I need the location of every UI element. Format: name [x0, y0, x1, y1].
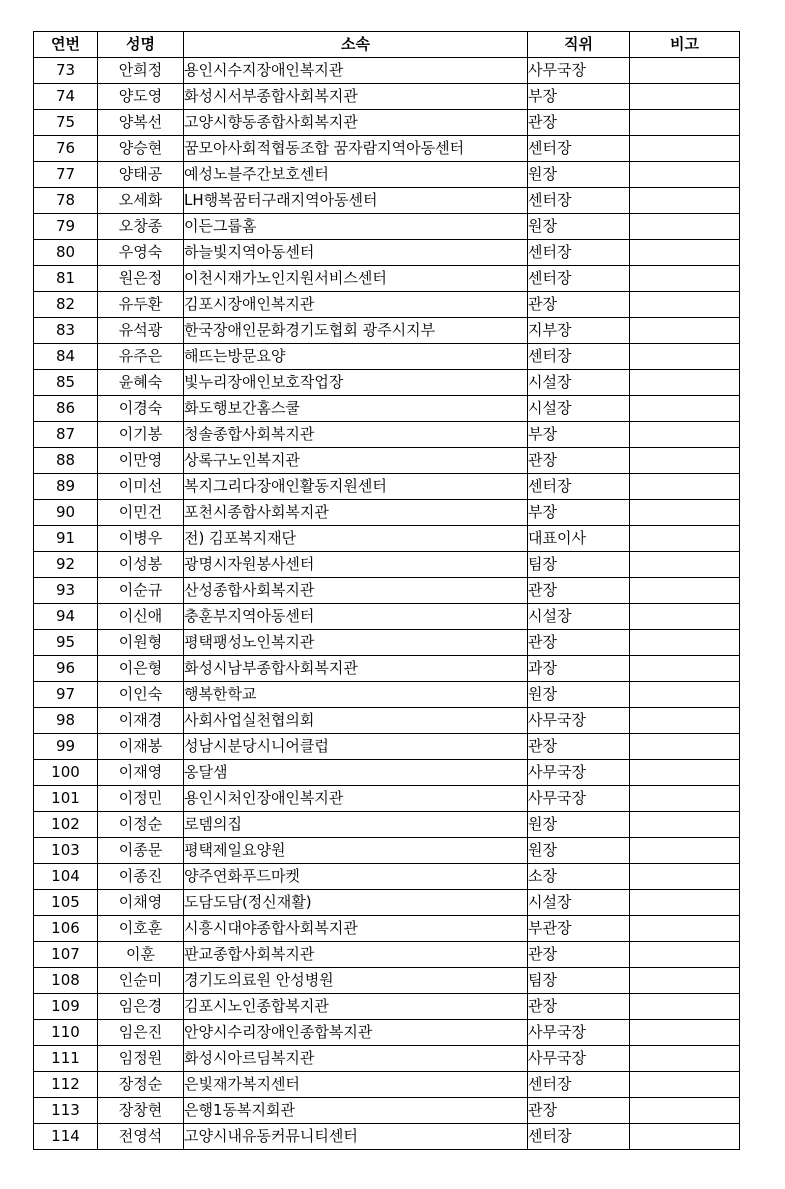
- cell-note: [630, 292, 740, 318]
- cell-note: [630, 734, 740, 760]
- cell-note: [630, 1124, 740, 1150]
- cell-position: 센터장: [528, 136, 630, 162]
- cell-position: 센터장: [528, 474, 630, 500]
- cell-num: 93: [34, 578, 98, 604]
- table-row: [34, 942, 740, 968]
- cell-note: [630, 1046, 740, 1072]
- table-row: [34, 110, 740, 136]
- cell-note: [630, 240, 740, 266]
- cell-num: 106: [34, 916, 98, 942]
- table-row: [34, 422, 740, 448]
- cell-org: 복지그리다장애인활동지원센터: [184, 474, 528, 500]
- cell-num: 84: [34, 344, 98, 370]
- cell-position: 지부장: [528, 318, 630, 344]
- cell-note: [630, 84, 740, 110]
- cell-org: 한국장애인문화경기도협회 광주시지부: [184, 318, 528, 344]
- cell-name: 전영석: [98, 1124, 184, 1150]
- cell-position: 원장: [528, 812, 630, 838]
- table-row: [34, 578, 740, 604]
- cell-position: 시설장: [528, 604, 630, 630]
- cell-position: 팀장: [528, 552, 630, 578]
- cell-note: [630, 864, 740, 890]
- cell-note: [630, 578, 740, 604]
- cell-note: [630, 1098, 740, 1124]
- cell-org: 안양시수리장애인종합복지관: [184, 1020, 528, 1046]
- table-row: [34, 370, 740, 396]
- cell-org: 평택팽성노인복지관: [184, 630, 528, 656]
- cell-num: 80: [34, 240, 98, 266]
- cell-org: 은빛재가복지센터: [184, 1072, 528, 1098]
- cell-position: 팀장: [528, 968, 630, 994]
- cell-position: 관장: [528, 630, 630, 656]
- cell-org: 예성노블주간보호센터: [184, 162, 528, 188]
- table-row: [34, 136, 740, 162]
- cell-position: 센터장: [528, 188, 630, 214]
- cell-note: [630, 214, 740, 240]
- cell-position: 관장: [528, 578, 630, 604]
- cell-position: 센터장: [528, 240, 630, 266]
- table-row: [34, 734, 740, 760]
- table-row: [34, 526, 740, 552]
- cell-note: [630, 890, 740, 916]
- cell-note: [630, 396, 740, 422]
- cell-org: 광명시자원봉사센터: [184, 552, 528, 578]
- cell-position: 센터장: [528, 1072, 630, 1098]
- cell-num: 91: [34, 526, 98, 552]
- cell-position: 사무국장: [528, 786, 630, 812]
- table-row: [34, 916, 740, 942]
- cell-org: 고양시내유동커뮤니티센터: [184, 1124, 528, 1150]
- cell-org: 화성시남부종합사회복지관: [184, 656, 528, 682]
- cell-note: [630, 266, 740, 292]
- cell-note: [630, 526, 740, 552]
- cell-org: 전) 김포복지재단: [184, 526, 528, 552]
- cell-num: 75: [34, 110, 98, 136]
- cell-name: 유두환: [98, 292, 184, 318]
- cell-num: 100: [34, 760, 98, 786]
- cell-position: 부장: [528, 84, 630, 110]
- cell-org: 화성시아르딤복지관: [184, 1046, 528, 1072]
- cell-note: [630, 682, 740, 708]
- cell-num: 85: [34, 370, 98, 396]
- cell-position: 원장: [528, 214, 630, 240]
- cell-name: 이기봉: [98, 422, 184, 448]
- cell-num: 88: [34, 448, 98, 474]
- table-row: [34, 318, 740, 344]
- table-row: [34, 344, 740, 370]
- cell-name: 윤혜숙: [98, 370, 184, 396]
- cell-org: 상록구노인복지관: [184, 448, 528, 474]
- table-row: [34, 630, 740, 656]
- cell-num: 109: [34, 994, 98, 1020]
- cell-name: 이정순: [98, 812, 184, 838]
- table-row: [34, 786, 740, 812]
- cell-org: LH행복꿈터구래지역아동센터: [184, 188, 528, 214]
- cell-name: 이미선: [98, 474, 184, 500]
- cell-org: 행복한학교: [184, 682, 528, 708]
- cell-org: 로뎀의집: [184, 812, 528, 838]
- cell-num: 87: [34, 422, 98, 448]
- cell-name: 이재경: [98, 708, 184, 734]
- cell-org: 해뜨는방문요양: [184, 344, 528, 370]
- cell-org: 성남시분당시니어클럽: [184, 734, 528, 760]
- cell-name: 유석광: [98, 318, 184, 344]
- cell-position: 센터장: [528, 266, 630, 292]
- cell-name: 양도영: [98, 84, 184, 110]
- cell-name: 이재영: [98, 760, 184, 786]
- table-row: [34, 448, 740, 474]
- cell-note: [630, 786, 740, 812]
- cell-name: 유주은: [98, 344, 184, 370]
- cell-position: 사무국장: [528, 708, 630, 734]
- cell-org: 꿈모아사회적협동조합 꿈자람지역아동센터: [184, 136, 528, 162]
- cell-num: 95: [34, 630, 98, 656]
- table-row: [34, 656, 740, 682]
- cell-note: [630, 370, 740, 396]
- cell-note: [630, 58, 740, 84]
- cell-num: 98: [34, 708, 98, 734]
- cell-note: [630, 968, 740, 994]
- cell-position: 센터장: [528, 1124, 630, 1150]
- cell-name: 인순미: [98, 968, 184, 994]
- cell-num: 82: [34, 292, 98, 318]
- cell-position: 시설장: [528, 890, 630, 916]
- cell-num: 76: [34, 136, 98, 162]
- cell-name: 이호훈: [98, 916, 184, 942]
- header-note: 비고: [630, 32, 740, 58]
- cell-position: 부관장: [528, 916, 630, 942]
- cell-num: 105: [34, 890, 98, 916]
- cell-org: 용인시처인장애인복지관: [184, 786, 528, 812]
- cell-note: [630, 604, 740, 630]
- cell-org: 옹달샘: [184, 760, 528, 786]
- cell-num: 83: [34, 318, 98, 344]
- cell-name: 양복선: [98, 110, 184, 136]
- table-row: [34, 188, 740, 214]
- cell-name: 이종진: [98, 864, 184, 890]
- cell-num: 111: [34, 1046, 98, 1072]
- cell-org: 김포시장애인복지관: [184, 292, 528, 318]
- cell-org: 이천시재가노인지원서비스센터: [184, 266, 528, 292]
- cell-org: 이든그룹홈: [184, 214, 528, 240]
- cell-position: 사무국장: [528, 58, 630, 84]
- cell-num: 99: [34, 734, 98, 760]
- cell-num: 86: [34, 396, 98, 422]
- roster-table: [33, 31, 740, 1150]
- cell-num: 96: [34, 656, 98, 682]
- cell-name: 이성봉: [98, 552, 184, 578]
- cell-num: 108: [34, 968, 98, 994]
- cell-name: 이신애: [98, 604, 184, 630]
- cell-org: 고양시향동종합사회복지관: [184, 110, 528, 136]
- cell-position: 시설장: [528, 370, 630, 396]
- cell-note: [630, 812, 740, 838]
- table-row: [34, 890, 740, 916]
- table-row: [34, 84, 740, 110]
- cell-note: [630, 448, 740, 474]
- cell-name: 양승현: [98, 136, 184, 162]
- cell-position: 소장: [528, 864, 630, 890]
- cell-org: 시흥시대야종합사회복지관: [184, 916, 528, 942]
- cell-name: 오창종: [98, 214, 184, 240]
- cell-org: 산성종합사회복지관: [184, 578, 528, 604]
- table-row: [34, 708, 740, 734]
- cell-org: 용인시수지장애인복지관: [184, 58, 528, 84]
- cell-name: 이인숙: [98, 682, 184, 708]
- cell-position: 사무국장: [528, 1020, 630, 1046]
- cell-note: [630, 552, 740, 578]
- cell-org: 빛누리장애인보호작업장: [184, 370, 528, 396]
- cell-org: 경기도의료원 안성병원: [184, 968, 528, 994]
- header-row: [34, 32, 740, 58]
- cell-position: 과장: [528, 656, 630, 682]
- header-position: 직위: [528, 32, 630, 58]
- cell-num: 74: [34, 84, 98, 110]
- cell-num: 94: [34, 604, 98, 630]
- cell-name: 이종문: [98, 838, 184, 864]
- cell-note: [630, 1072, 740, 1098]
- table-row: [34, 1020, 740, 1046]
- table-row: [34, 604, 740, 630]
- cell-name: 임은경: [98, 994, 184, 1020]
- cell-org: 도담도담(정신재활): [184, 890, 528, 916]
- cell-name: 장정순: [98, 1072, 184, 1098]
- cell-num: 101: [34, 786, 98, 812]
- cell-position: 관장: [528, 734, 630, 760]
- cell-org: 판교종합사회복지관: [184, 942, 528, 968]
- cell-num: 103: [34, 838, 98, 864]
- cell-position: 관장: [528, 448, 630, 474]
- cell-org: 평택제일요양원: [184, 838, 528, 864]
- cell-note: [630, 630, 740, 656]
- table-row: [34, 266, 740, 292]
- cell-position: 대표이사: [528, 526, 630, 552]
- cell-org: 충훈부지역아동센터: [184, 604, 528, 630]
- cell-note: [630, 318, 740, 344]
- table-row: [34, 1098, 740, 1124]
- cell-num: 97: [34, 682, 98, 708]
- table-row: [34, 500, 740, 526]
- cell-position: 사무국장: [528, 1046, 630, 1072]
- cell-note: [630, 838, 740, 864]
- cell-num: 112: [34, 1072, 98, 1098]
- cell-org: 화성시서부종합사회복지관: [184, 84, 528, 110]
- cell-name: 이정민: [98, 786, 184, 812]
- cell-num: 89: [34, 474, 98, 500]
- cell-num: 113: [34, 1098, 98, 1124]
- table-row: [34, 214, 740, 240]
- cell-position: 관장: [528, 110, 630, 136]
- cell-name: 안희정: [98, 58, 184, 84]
- cell-name: 이만영: [98, 448, 184, 474]
- cell-num: 78: [34, 188, 98, 214]
- cell-num: 110: [34, 1020, 98, 1046]
- table-row: [34, 864, 740, 890]
- cell-note: [630, 500, 740, 526]
- table-row: [34, 994, 740, 1020]
- cell-note: [630, 916, 740, 942]
- table-row: [34, 812, 740, 838]
- cell-org: 사회사업실천협의회: [184, 708, 528, 734]
- cell-name: 이민건: [98, 500, 184, 526]
- cell-position: 관장: [528, 994, 630, 1020]
- cell-note: [630, 656, 740, 682]
- table-row: [34, 1046, 740, 1072]
- cell-name: 양태공: [98, 162, 184, 188]
- cell-name: 이은형: [98, 656, 184, 682]
- cell-num: 102: [34, 812, 98, 838]
- cell-note: [630, 162, 740, 188]
- cell-name: 이재봉: [98, 734, 184, 760]
- roster-body: [34, 58, 740, 1150]
- cell-name: 이채영: [98, 890, 184, 916]
- cell-num: 79: [34, 214, 98, 240]
- cell-position: 부장: [528, 500, 630, 526]
- cell-num: 77: [34, 162, 98, 188]
- table-row: [34, 58, 740, 84]
- cell-num: 73: [34, 58, 98, 84]
- cell-position: 관장: [528, 1098, 630, 1124]
- table-row: [34, 240, 740, 266]
- cell-position: 원장: [528, 682, 630, 708]
- cell-note: [630, 994, 740, 1020]
- cell-note: [630, 760, 740, 786]
- table-row: [34, 760, 740, 786]
- cell-name: 이훈: [98, 942, 184, 968]
- cell-num: 92: [34, 552, 98, 578]
- table-row: [34, 1124, 740, 1150]
- cell-position: 센터장: [528, 344, 630, 370]
- cell-name: 이경숙: [98, 396, 184, 422]
- cell-name: 임정원: [98, 1046, 184, 1072]
- cell-position: 시설장: [528, 396, 630, 422]
- cell-org: 화도행보간홈스쿨: [184, 396, 528, 422]
- cell-name: 장창현: [98, 1098, 184, 1124]
- cell-note: [630, 474, 740, 500]
- cell-num: 104: [34, 864, 98, 890]
- cell-name: 우영숙: [98, 240, 184, 266]
- cell-note: [630, 422, 740, 448]
- cell-num: 107: [34, 942, 98, 968]
- cell-note: [630, 188, 740, 214]
- header-org: 소속: [184, 32, 528, 58]
- cell-position: 원장: [528, 838, 630, 864]
- cell-org: 청솔종합사회복지관: [184, 422, 528, 448]
- cell-position: 사무국장: [528, 760, 630, 786]
- cell-org: 양주연화푸드마켓: [184, 864, 528, 890]
- table-row: [34, 162, 740, 188]
- cell-num: 90: [34, 500, 98, 526]
- cell-note: [630, 136, 740, 162]
- table-row: [34, 396, 740, 422]
- cell-position: 관장: [528, 942, 630, 968]
- cell-org: 포천시종합사회복지관: [184, 500, 528, 526]
- cell-name: 이병우: [98, 526, 184, 552]
- header-name: 성명: [98, 32, 184, 58]
- cell-org: 은행1동복지회관: [184, 1098, 528, 1124]
- table-row: [34, 292, 740, 318]
- cell-num: 114: [34, 1124, 98, 1150]
- cell-name: 원은정: [98, 266, 184, 292]
- cell-org: 하늘빛지역아동센터: [184, 240, 528, 266]
- cell-position: 관장: [528, 292, 630, 318]
- header-num: 연번: [34, 32, 98, 58]
- table-row: [34, 1072, 740, 1098]
- cell-position: 원장: [528, 162, 630, 188]
- table-row: [34, 474, 740, 500]
- cell-note: [630, 110, 740, 136]
- table-row: [34, 682, 740, 708]
- cell-name: 이원형: [98, 630, 184, 656]
- cell-name: 임은진: [98, 1020, 184, 1046]
- table-row: [34, 838, 740, 864]
- cell-note: [630, 1020, 740, 1046]
- cell-position: 부장: [528, 422, 630, 448]
- table-row: [34, 552, 740, 578]
- table-row: [34, 968, 740, 994]
- cell-name: 오세화: [98, 188, 184, 214]
- cell-name: 이순규: [98, 578, 184, 604]
- cell-org: 김포시노인종합복지관: [184, 994, 528, 1020]
- cell-note: [630, 942, 740, 968]
- cell-note: [630, 344, 740, 370]
- cell-num: 81: [34, 266, 98, 292]
- cell-note: [630, 708, 740, 734]
